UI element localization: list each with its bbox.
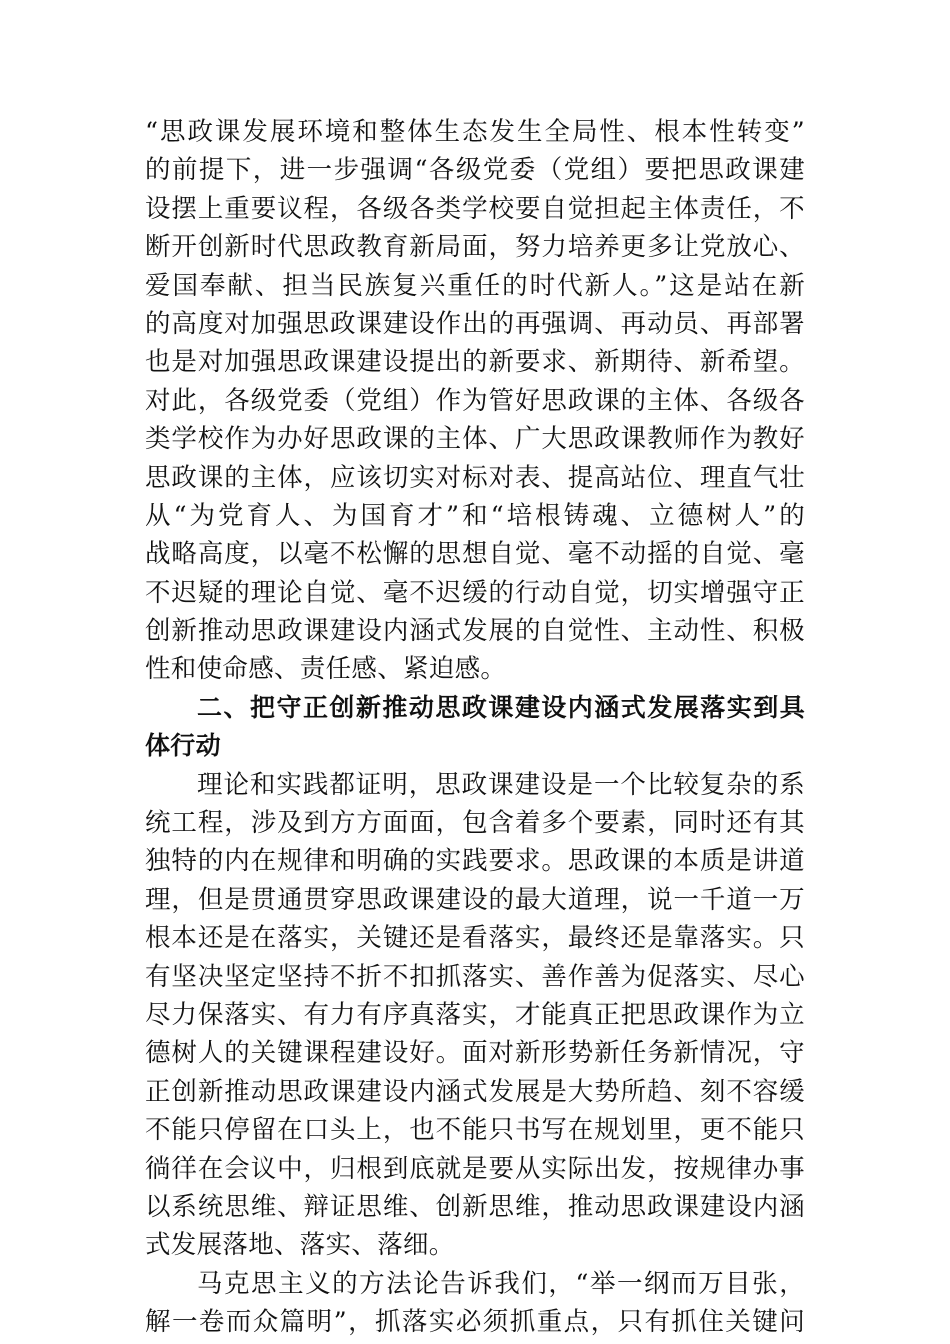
text-line: 性和使命感、责任感、紧迫感。: [145, 654, 507, 685]
text-line: “思政课发展环境和整体生态发生全局性、根本性转变”: [145, 117, 805, 147]
text-line: 创新推动思政课建设内涵式发展的自觉性、主动性、积极: [145, 616, 805, 647]
text-line: 爱国奉献、担当民族复兴重任的时代新人。”这是站在新: [145, 270, 805, 301]
text-line: 思政课的主体，应该切实对标对表、提高站位、理直气壮: [145, 462, 805, 493]
text-line: 理论和实践都证明，思政课建设是一个比较复杂的系: [197, 769, 805, 800]
heading-line: 体行动: [145, 731, 221, 761]
section-heading: [145, 689, 805, 766]
text-line: 对此，各级党委（党组）作为管好思政课的主体、各级各: [145, 385, 805, 416]
paragraph-1: [145, 113, 805, 689]
text-line: 不迟疑的理论自觉、毫不迟缓的行动自觉，切实增强守正: [145, 577, 805, 608]
text-line: 解一卷而众篇明”，抓落实必须抓重点，只有抓住关键问: [145, 1307, 805, 1338]
document-page: [145, 113, 805, 1342]
text-line: 马克思主义的方法论告诉我们，“举一纲而万目张，: [197, 1268, 805, 1299]
text-line: 也是对加强思政课建设提出的新要求、新期待、新希望。: [145, 347, 805, 378]
text-line: 的前提下，进一步强调“各级党委（党组）要把思政课建: [145, 155, 805, 186]
text-line: 设摆上重要议程，各级各类学校要自觉担起主体责任，不: [145, 193, 805, 224]
text-line: 断开创新时代思政教育新局面，努力培养更多让党放心、: [145, 232, 805, 263]
text-line: 根本还是在落实，关键还是看落实，最终还是靠落实。只: [145, 923, 805, 954]
heading-line: 二、把守正创新推动思政课建设内涵式发展落实到具: [197, 692, 805, 722]
text-line: 类学校作为办好思政课的主体、广大思政课教师作为教好: [145, 424, 805, 455]
text-line: 从“为党育人、为国育才”和“培根铸魂、立德树人”的: [145, 500, 805, 531]
text-line: 有坚决坚定坚持不折不扣抓落实、善作善为促落实、尽心: [145, 961, 805, 992]
text-line: 的高度对加强思政课建设作出的再强调、再动员、再部署: [145, 308, 805, 339]
text-line: 正创新推动思政课建设内涵式发展是大势所趋、刻不容缓: [145, 1076, 805, 1107]
paragraph-2: [145, 766, 805, 1265]
text-line: 德树人的关键课程建设好。面对新形势新任务新情况，守: [145, 1038, 805, 1069]
text-line: 徜徉在会议中，归根到底就是要从实际出发，按规律办事: [145, 1153, 805, 1184]
text-line: 战略高度，以毫不松懈的思想自觉、毫不动摇的自觉、毫: [145, 539, 805, 570]
text-line: 式发展落地、落实、落细。: [145, 1230, 455, 1261]
paragraph-3: [145, 1265, 805, 1342]
text-line: 不能只停留在口头上，也不能只书写在规划里，更不能只: [145, 1115, 805, 1146]
text-line: 理，但是贯通贯穿思政课建设的最大道理，说一千道一万: [145, 884, 805, 915]
text-line: 尽力保落实、有力有序真落实，才能真正把思政课作为立: [145, 999, 805, 1030]
text-line: 以系统思维、辩证思维、创新思维，推动思政课建设内涵: [145, 1191, 805, 1222]
text-line: 统工程，涉及到方方面面，包含着多个要素，同时还有其: [145, 808, 805, 839]
text-line: 独特的内在规律和明确的实践要求。思政课的本质是讲道: [145, 846, 805, 877]
